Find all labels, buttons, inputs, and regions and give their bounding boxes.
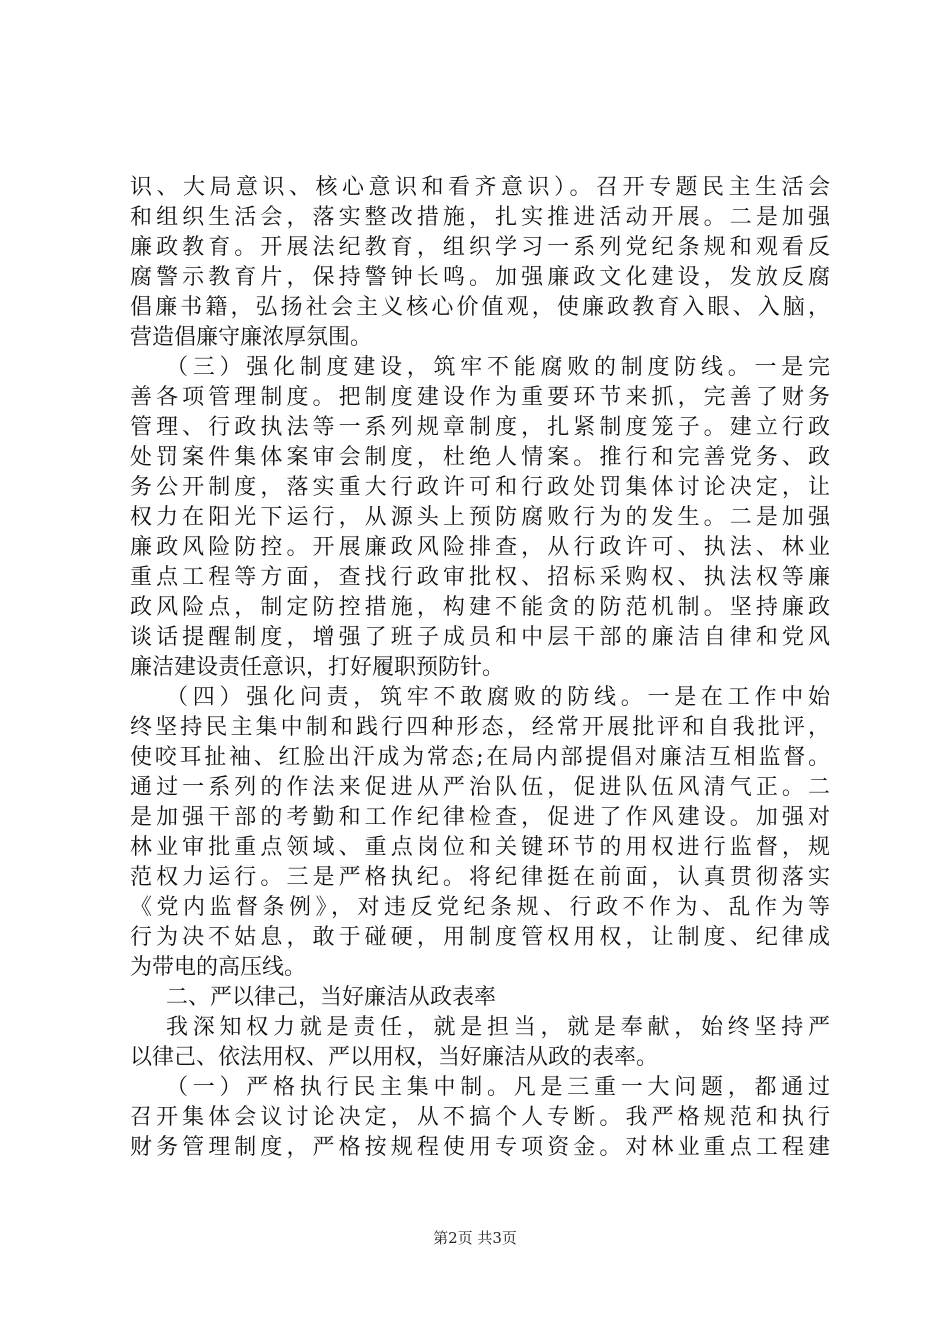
text-line: 务公开制度，落实重大行政许可和行政处罚集体讨论决定，让	[130, 475, 830, 500]
text-line: 通过一系列的作法来促进从严治队伍，促进队伍风清气正。二	[130, 775, 830, 800]
section-heading-line: （一）严格执行民主集中制。凡是三重一大问题，都通过	[166, 1075, 830, 1100]
text-line: 廉政教育。开展法纪教育，组织学习一系列党纪条规和观看反	[130, 235, 830, 260]
text-line: 以律己、依法用权、严以用权，当好廉洁从政的表率。	[130, 1045, 659, 1070]
text-line: 廉洁建设责任意识，打好履职预防针。	[130, 655, 505, 680]
text-line: 善各项管理制度。把制度建设作为重要环节来抓，完善了财务	[130, 385, 830, 410]
text-line: 行为决不姑息，敢于碰硬，用制度管权用权，让制度、纪律成	[130, 925, 830, 950]
text-line: 廉政风险防控。开展廉政风险排查，从行政许可、执法、林业	[130, 535, 830, 560]
text-line: 范权力运行。三是严格执纪。将纪律挺在前面，认真贯彻落实	[130, 865, 830, 890]
text-line: 识、大局意识、核心意识和看齐意识）。召开专题民主生活会	[130, 175, 830, 200]
text-line: 终坚持民主集中制和践行四种形态，经常开展批评和自我批评，	[130, 715, 830, 740]
text-line: 我深知权力就是责任，就是担当，就是奉献，始终坚持严	[166, 1015, 830, 1040]
text-line: 和组织生活会，落实整改措施，扎实推进活动开展。二是加强	[130, 205, 830, 230]
text-line: 《党内监督条例》，对违反党纪条规、行政不作为、乱作为等	[130, 895, 830, 920]
text-line: 倡廉书籍，弘扬社会主义核心价值观，使廉政教育入眼、入脑，	[130, 295, 830, 320]
text-line: 重点工程等方面，查找行政审批权、招标采购权、执法权等廉	[130, 565, 830, 590]
section-heading-line: （三）强化制度建设，筑牢不能腐败的制度防线。一是完	[166, 355, 830, 380]
text-line: 处罚案件集体案审会制度，杜绝人情案。推行和完善党务、政	[130, 445, 830, 470]
text-line: 是加强干部的考勤和工作纪律检查，促进了作风建设。加强对	[130, 805, 830, 830]
text-line: 政风险点，制定防控措施，构建不能贪的防范机制。坚持廉政	[130, 595, 830, 620]
text-line: 营造倡廉守廉浓厚氛围。	[130, 325, 373, 350]
text-line: 召开集体会议讨论决定，从不搞个人专断。我严格规范和执行	[130, 1105, 830, 1130]
section-heading-line: （四）强化问责，筑牢不敢腐败的防线。一是在工作中始	[166, 685, 830, 710]
text-line: 财务管理制度，严格按规程使用专项资金。对林业重点工程建	[130, 1135, 830, 1160]
text-line: 管理、行政执法等一系列规章制度，扎紧制度笼子。建立行政	[130, 415, 830, 440]
page-number-footer: 第2页 共3页	[433, 1229, 517, 1247]
section-heading: 二、严以律己，当好廉洁从政表率	[166, 985, 497, 1010]
text-line: 权力在阳光下运行，从源头上预防腐败行为的发生。二是加强	[130, 505, 830, 530]
text-line: 为带电的高压线。	[130, 955, 307, 980]
text-line: 谈话提醒制度，增强了班子成员和中层干部的廉洁自律和党风	[130, 625, 830, 650]
text-line: 使咬耳扯袖、红脸出汗成为常态;在局内部提倡对廉洁互相监督。	[130, 745, 830, 770]
text-line: 腐警示教育片，保持警钟长鸣。加强廉政文化建设，发放反腐	[130, 265, 830, 290]
text-line: 林业审批重点领域、重点岗位和关键环节的用权进行监督，规	[130, 835, 830, 860]
